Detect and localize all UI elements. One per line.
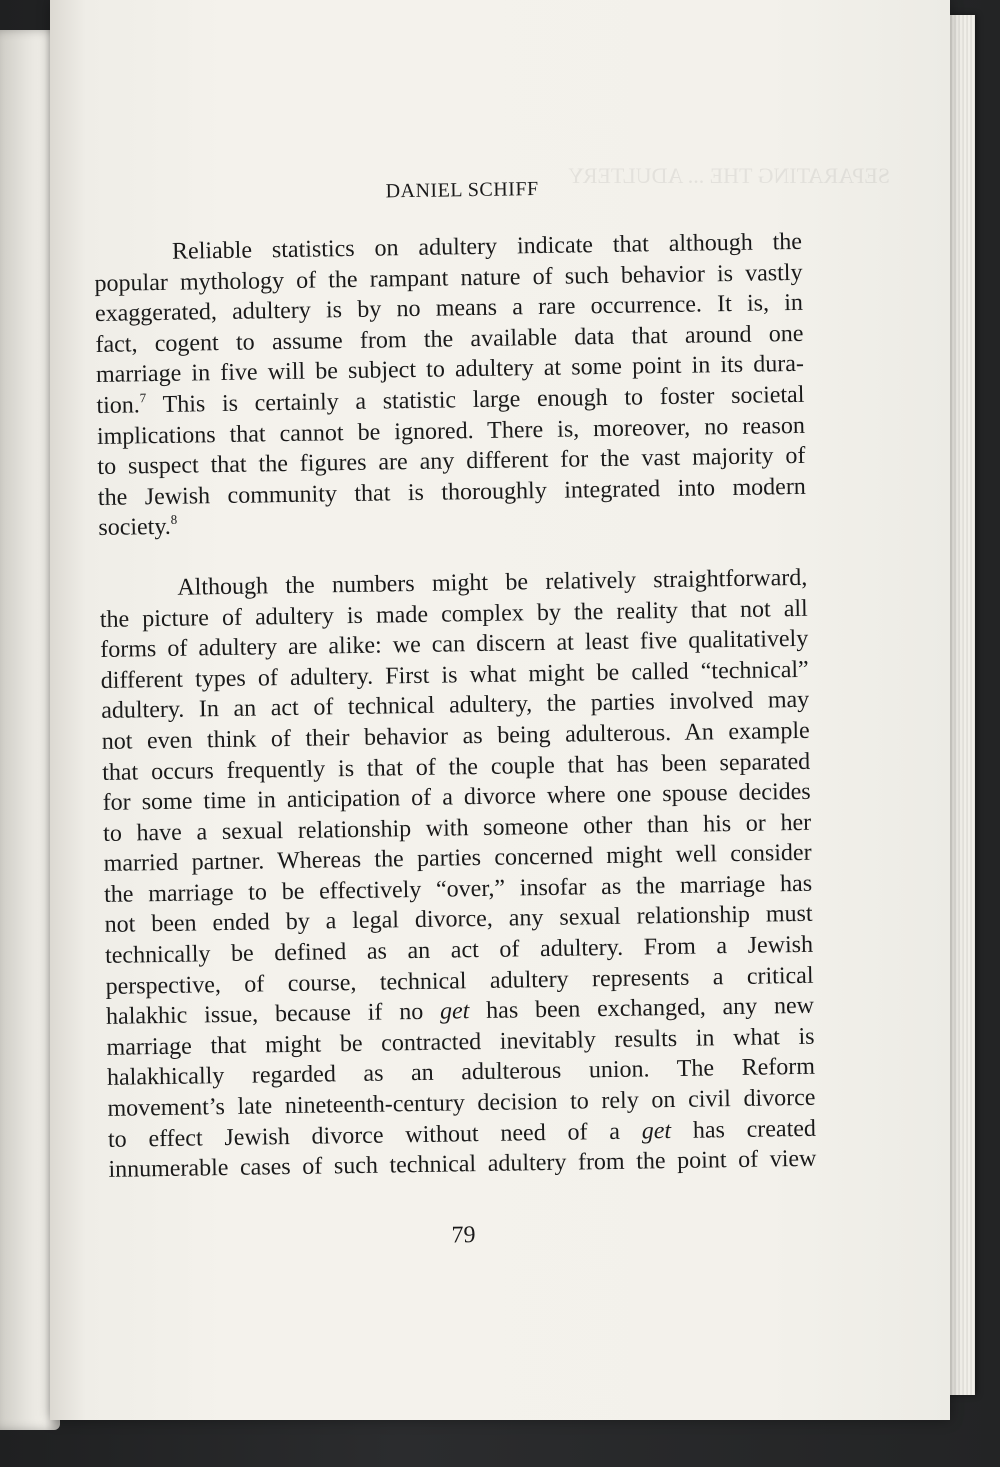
text-line: not even think of their behavior as being adulterous. An example [101,717,810,755]
running-head: DANIEL SCHIFF [385,178,539,203]
text-line: innumerable cases of such technical adultery from the point of view [108,1145,817,1184]
text-fragment: This is certainly a statistic large enough to foster societal [146,381,805,419]
italic-term: get [641,1117,672,1145]
paragraph-2 [99,563,817,1186]
text-fragment: halakhic issue, because if no [105,998,441,1031]
text-fragment: to effect Jewish divorce without need of a [107,1118,642,1153]
text-fragment: has created [670,1115,817,1144]
text-line: adultery. In an act of technical adultery, the parties involved may [101,687,810,725]
text-line: the picture of adultery is made complex by the reality that not all [99,595,808,633]
text-line: the marriage to be effectively “over,” insofar as the marriage has [103,870,813,908]
page-text [93,174,818,1255]
text-fragment: society. [98,514,172,542]
text-line: fact, cogent to assume from the available data that around one [95,320,804,358]
text-line: exaggerated, adultery is by no means a rare occurrence. It is, in [94,290,804,328]
text-line: not been ended by a legal divorce, any sexual relationship must [104,901,813,939]
footnote-marker: 7 [139,390,147,406]
text-line: technically be defined as an act of adultery. From a Jewish [104,931,814,969]
page-number: 79 [451,1221,476,1249]
italic-term: get [439,998,470,1025]
text-line: marriage that might be contracted inevitably results in what is [106,1023,815,1061]
text-line: different types of adultery. First is what might be called “technical” [100,656,809,694]
text-line: movement’s late nineteenth-century decision to rely on civil divorce [107,1084,816,1122]
bleed-through-text: SEPARATING THE ... ADULTERY [568,163,890,188]
text-line: halakhically regarded as an adulterous union. The Reform [106,1054,816,1092]
text-line: marriage in five will be subject to adultery at some point in its dura- [95,351,805,389]
text-line: Although the numbers might be relatively straightforward, [177,564,808,601]
text-line: Reliable statistics on adultery indicate that although the [171,228,803,265]
footnote-marker: 8 [170,512,178,528]
text-fragment: tion. [96,392,141,419]
text-line: that occurs frequently is that of the couple that has been separated [102,748,811,786]
text-line: implications that cannot be ignored. There is, moreover, no reason [96,412,806,450]
text-line: married partner. Whereas the parties concerned might well consider [103,840,812,878]
text-line: popular mythology of the rampant nature of such behavior is vastly [94,259,803,297]
text-line: for some time in anticipation of a divorce where one spouse decides [102,778,811,817]
paragraph-1 [94,227,807,544]
text-line: to suspect that the figures are any different for the vast majority of [97,443,806,481]
text-line: perspective, of course, technical adultery represents a critical [105,962,814,1000]
text-line: to have a sexual relationship with someone other than his or her [102,809,812,847]
text-line: the Jewish community that is thoroughly integrated into modern [97,473,807,511]
text-line: forms of adultery are alike: we can discern at least five qualitatively [100,625,809,664]
text-fragment: has been exchanged, any new [469,993,815,1025]
